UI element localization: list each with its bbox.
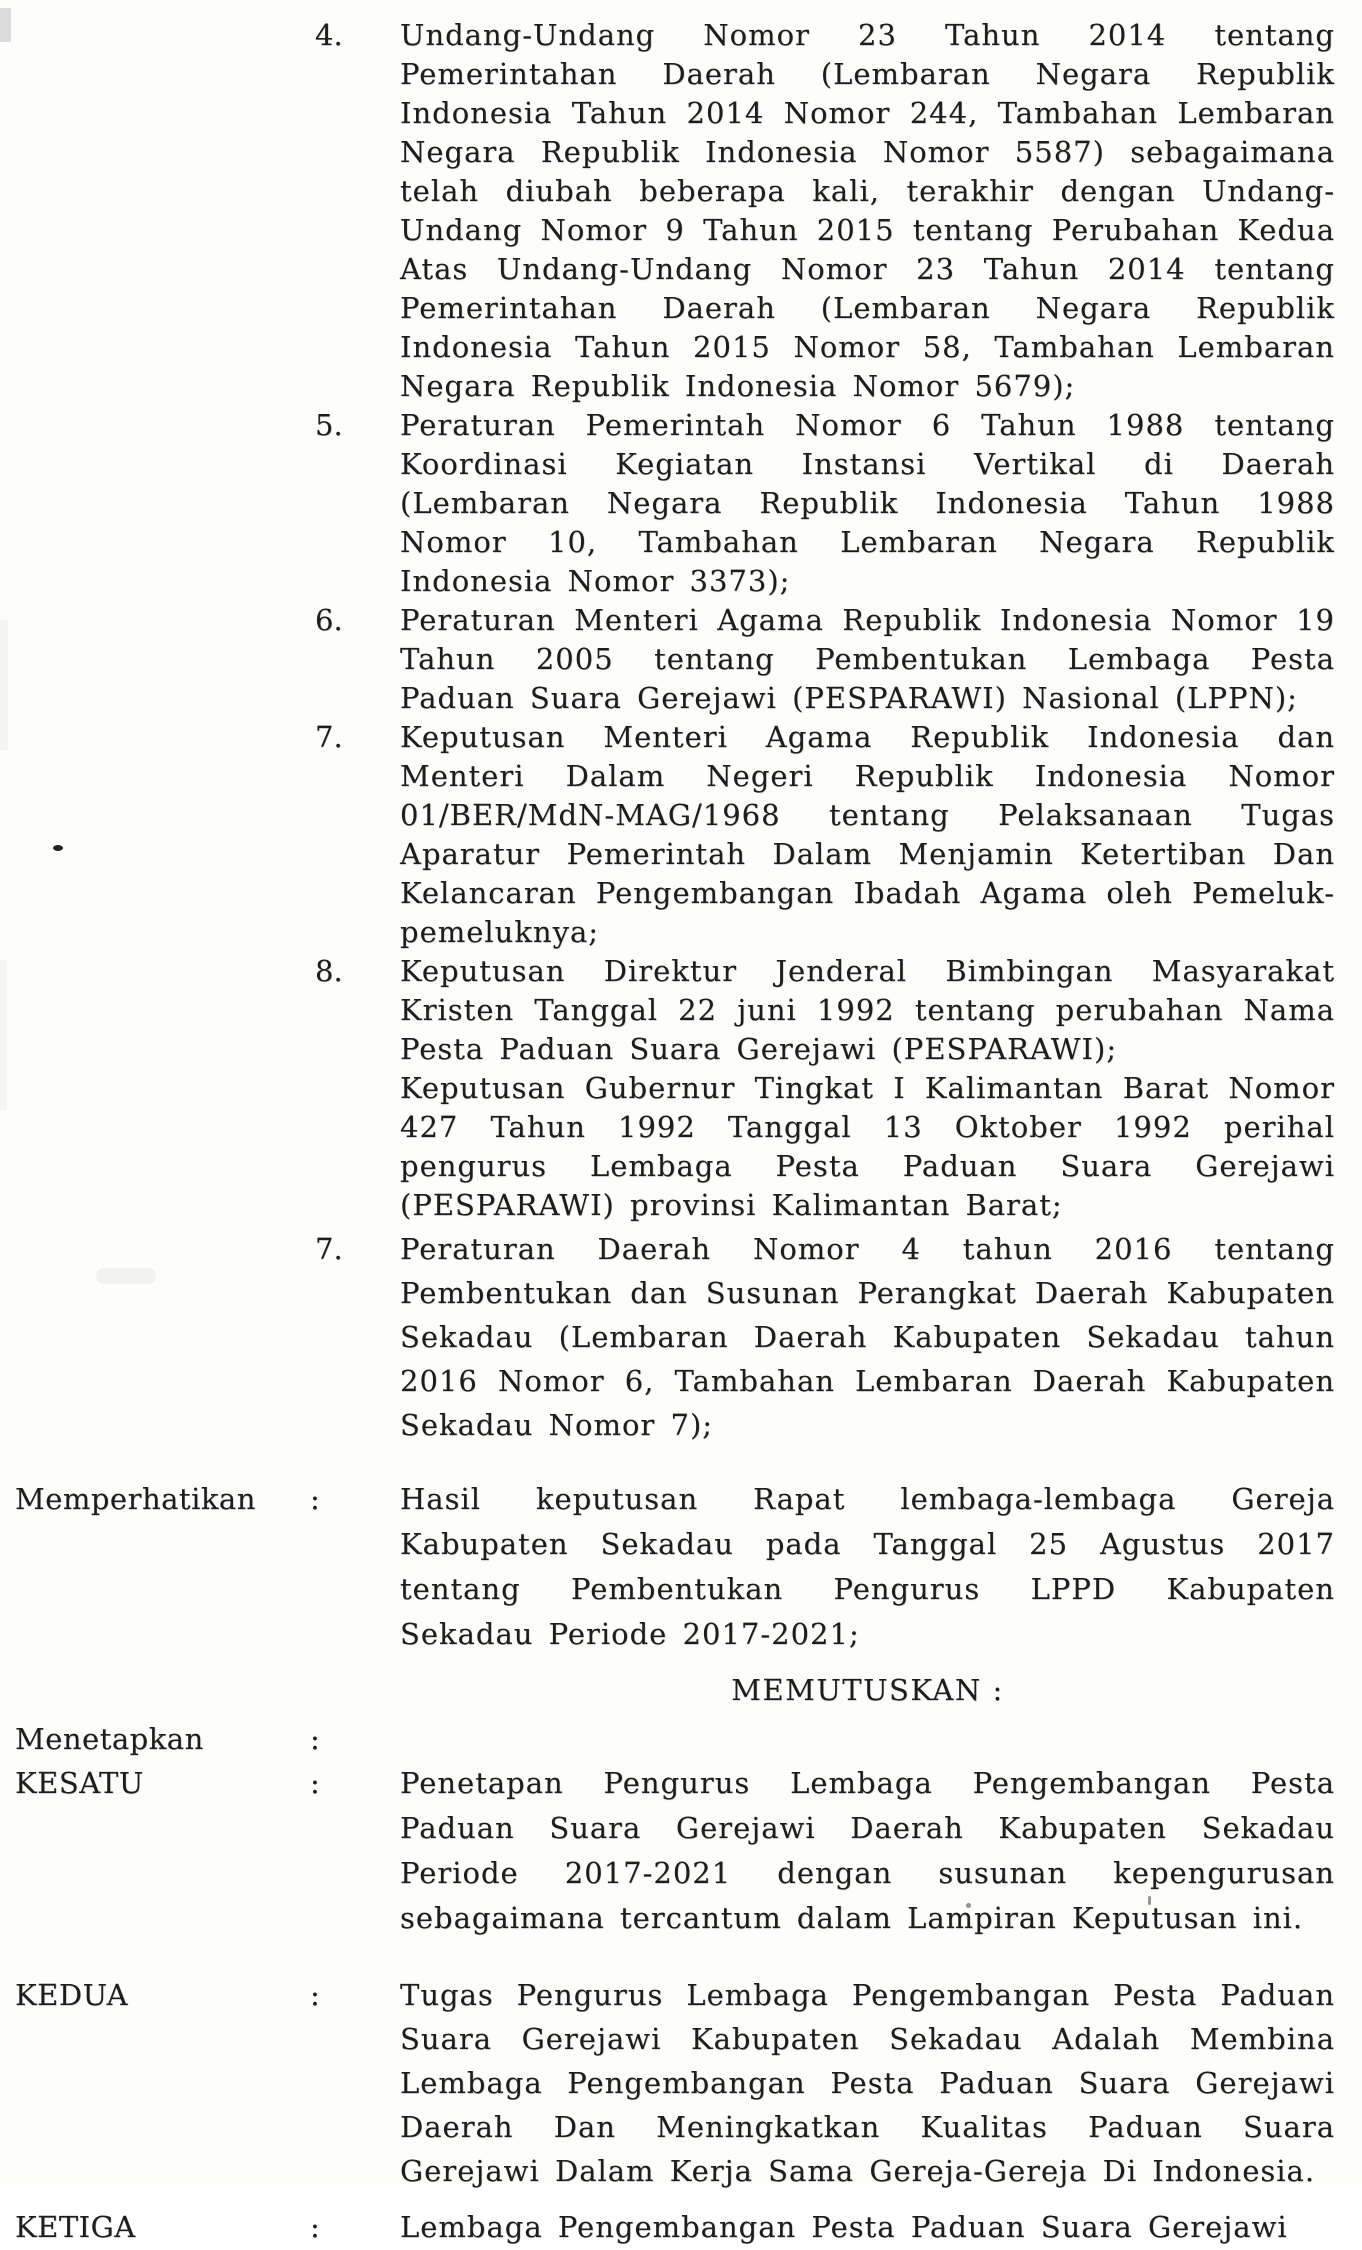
clause-label: KESATU (15, 1766, 144, 1800)
clause-text: Penetapan Pengurus Lembaga Pengembangan Pesta Paduan Suara Gerejawi Daerah Kabupaten Sekadau Periode 2017-2021 dengan susunan kepengurusan sebagaimana tercantum dalam Lampiran Keputusan ini. (400, 1766, 1335, 1935)
consideration-item-7b (15, 1227, 1335, 1447)
item-number: 5. (315, 408, 343, 442)
item-number: 4. (315, 18, 343, 52)
clause-colon: : (310, 1722, 320, 1756)
scan-edge-smudge (0, 8, 11, 42)
item-number: 8. (315, 954, 343, 988)
clause-label: Menetapkan (15, 1722, 204, 1756)
clause-text: Hasil keputusan Rapat lembaga-lembaga Gereja Kabupaten Sekadau pada Tanggal 25 Agustus 2017 tentang Pembentukan Pengurus LPPD Kabupaten Sekadau Periode 2017-2021; (400, 1482, 1335, 1651)
clause-colon: : (310, 1482, 320, 1516)
ketiga-clause (15, 2205, 1335, 2250)
item-text: Keputusan Menteri Agama Republik Indonesia dan Menteri Dalam Negeri Republik Indonesia Nomor 01/BER/MdN-MAG/1968 tentang Pelaksanaan Tugas Aparatur Pemerintah Dalam Menjamin Ketertiban Dan Kelancaran Pengembangan Ibadah Agama oleh Pemeluk-pemeluknya; (400, 720, 1335, 949)
clause-label: Memperhatikan (15, 1482, 256, 1516)
consideration-item-5 (15, 406, 1335, 601)
memutuskan-heading: MEMUTUSKAN : (731, 1673, 1004, 1707)
menetapkan-clause (15, 1721, 1335, 1757)
decree-body (15, 16, 1335, 2250)
clause-text: Lembaga Pengembangan Pesta Paduan Suara Gerejawi (400, 2210, 1288, 2244)
clause-label: KETIGA (15, 2210, 136, 2244)
clause-label: KEDUA (15, 1978, 129, 2012)
item-number: 6. (315, 603, 343, 637)
consideration-item-4 (15, 16, 1335, 406)
item-text: Undang-Undang Nomor 23 Tahun 2014 tentang Pemerintahan Daerah (Lembaran Negara Republik Indonesia Tahun 2014 Nomor 244, Tambahan Lembaran Negara Republik Indonesia Nomor 5587) sebagaimana telah diubah beberapa kali, terakhir dengan Undang-Undang Nomor 9 Tahun 2015 tentang Perubahan Kedua Atas Undang-Undang Nomor 23 Tahun 2014 tentang Pemerintahan Daerah (Lembaran Negara Republik Indonesia Tahun 2015 Nomor 58, Tambahan Lembaran Negara Republik Indonesia Nomor 5679); (400, 18, 1335, 403)
clause-colon: : (310, 1766, 320, 1800)
legal-considerations-list (15, 16, 1335, 1447)
item-text: Peraturan Menteri Agama Republik Indonesia Nomor 19 Tahun 2005 tentang Pembentukan Lembaga Pesta Paduan Suara Gerejawi (PESPARAWI) Nasional (LPPN); (400, 603, 1335, 715)
scan-edge-shading (0, 620, 8, 750)
consideration-item-6 (15, 601, 1335, 718)
item-text: Peraturan Daerah Nomor 4 tahun 2016 tentang Pembentukan dan Susunan Perangkat Daerah Kabupaten Sekadau (Lembaran Daerah Kabupaten Sekadau tahun 2016 Nomor 6, Tambahan Lembaran Daerah Kabupaten Sekadau Nomor 7); (400, 1232, 1335, 1442)
clause-colon: : (310, 2210, 320, 2244)
consideration-item-8-continuation (15, 1069, 1335, 1225)
item-number: 7. (315, 1232, 343, 1266)
scan-edge-shading (0, 960, 7, 1110)
memutuskan-heading-row (15, 1667, 1335, 1713)
item-text: Keputusan Gubernur Tingkat I Kalimantan Barat Nomor 427 Tahun 1992 Tanggal 13 Oktober 1992 perihal pengurus Lembaga Pesta Paduan Suara Gerejawi (PESPARAWI) provinsi Kalimantan Barat; (400, 1071, 1335, 1222)
kedua-clause (15, 1973, 1335, 2193)
consideration-item-8 (15, 952, 1335, 1069)
item-number: 7. (315, 720, 343, 754)
item-text: Keputusan Direktur Jenderal Bimbingan Masyarakat Kristen Tanggal 22 juni 1992 tentang perubahan Nama Pesta Paduan Suara Gerejawi (PESPARAWI); (400, 954, 1335, 1066)
clause-colon: : (310, 1978, 320, 2012)
memperhatikan-clause (15, 1477, 1335, 1657)
kesatu-clause (15, 1761, 1335, 1941)
clause-text: Tugas Pengurus Lembaga Pengembangan Pesta Paduan Suara Gerejawi Kabupaten Sekadau Adalah Membina Lembaga Pengembangan Pesta Paduan Suara Gerejawi Daerah Dan Meningkatkan Kualitas Paduan Suara Gerejawi Dalam Kerja Sama Gereja-Gereja Di Indonesia. (400, 1978, 1335, 2188)
consideration-item-7 (15, 718, 1335, 952)
item-text: Peraturan Pemerintah Nomor 6 Tahun 1988 tentang Koordinasi Kegiatan Instansi Vertikal di Daerah (Lembaran Negara Republik Indonesia Tahun 1988 Nomor 10, Tambahan Lembaran Negara Republik Indonesia Nomor 3373); (400, 408, 1335, 598)
